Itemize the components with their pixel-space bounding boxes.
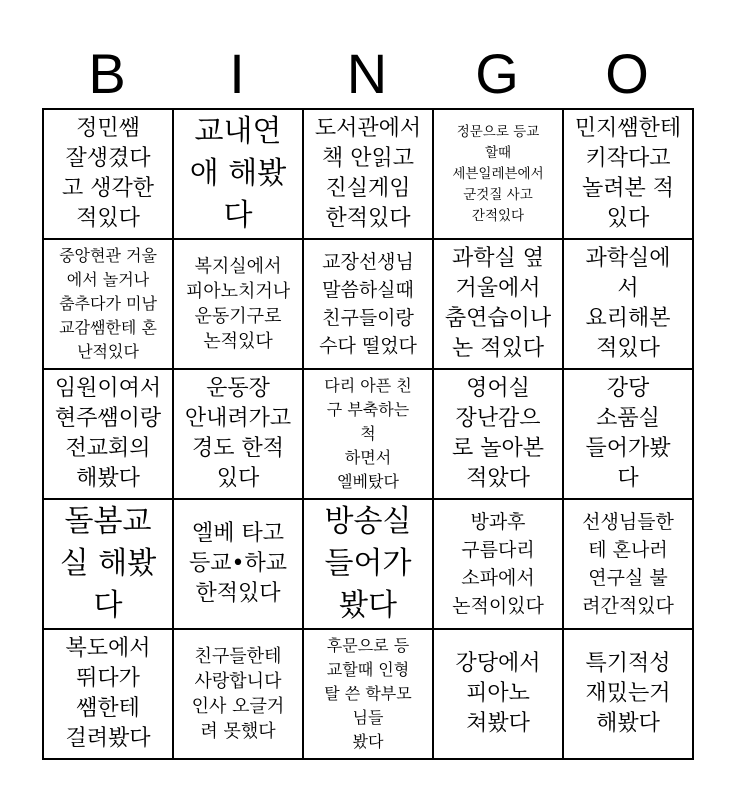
bingo-cell-r4-c5[interactable]: 선생님들한 테 혼나러 연구실 불 려간적있다 [564, 500, 694, 630]
bingo-cell-r1-c2[interactable]: 교내연 애 해봤 다 [174, 110, 304, 240]
bingo-cell-r2-c3[interactable]: 교장선생님 말씀하실때 친구들이랑 수다 떨었다 [304, 240, 434, 370]
bingo-cell-r3-c2[interactable]: 운동장 안내려가고 경도 한적 있다 [174, 370, 304, 500]
bingo-cell-r2-c2[interactable]: 복지실에서 피아노치거나 운동기구로 논적있다 [174, 240, 304, 370]
bingo-cell-r4-c3[interactable]: 방송실 들어가 봤다 [304, 500, 434, 630]
header-letter-n: N [346, 42, 388, 105]
bingo-cell-r5-c2[interactable]: 친구들한테 사랑합니다 인사 오글거 려 못했다 [174, 630, 304, 760]
bingo-cell-r1-c4[interactable]: 정문으로 등교 할때 세븐일레븐에서 군것질 사고 간적있다 [434, 110, 564, 240]
bingo-cell-r5-c5[interactable]: 특기적성 재밌는거 해봤다 [564, 630, 694, 760]
bingo-cell-r2-c4[interactable]: 과학실 옆 거울에서 춤연습이나 논 적있다 [434, 240, 564, 370]
bingo-cell-r4-c4[interactable]: 방과후 구름다리 소파에서 논적이있다 [434, 500, 564, 630]
bingo-cell-r2-c1[interactable]: 중앙현관 거울 에서 놀거나 춤추다가 미남 교감쌤한테 혼 난적있다 [44, 240, 174, 370]
header-letter-o: O [605, 42, 649, 105]
bingo-header [42, 40, 692, 108]
bingo-cell-r5-c3[interactable]: 후문으로 등 교할때 인형 탈 쓴 학부모 님들 봤다 [304, 630, 434, 760]
bingo-cell-r1-c5[interactable]: 민지쌤한테 키작다고 놀려본 적 있다 [564, 110, 694, 240]
header-letter-b: B [88, 42, 126, 105]
bingo-board [42, 108, 694, 760]
bingo-cell-r3-c3[interactable]: 다리 아픈 친 구 부축하는 척 하면서 엘베탔다 [304, 370, 434, 500]
bingo-cell-r1-c3[interactable]: 도서관에서 책 안읽고 진실게임 한적있다 [304, 110, 434, 240]
bingo-cell-r4-c2[interactable]: 엘베 타고 등교•하교 한적있다 [174, 500, 304, 630]
bingo-cell-r5-c1[interactable]: 복도에서 뛰다가 쌤한테 걸려봤다 [44, 630, 174, 760]
header-letter-g: G [475, 42, 519, 105]
bingo-cell-r3-c5[interactable]: 강당 소품실 들어가봤 다 [564, 370, 694, 500]
bingo-cell-r5-c4[interactable]: 강당에서 피아노 쳐봤다 [434, 630, 564, 760]
bingo-cell-r3-c4[interactable]: 영어실 장난감으 로 놀아본 적았다 [434, 370, 564, 500]
bingo-cell-r3-c1[interactable]: 임원이여서 현주쌤이랑 전교회의 해봤다 [44, 370, 174, 500]
header-letter-i: I [229, 42, 245, 105]
bingo-cell-r1-c1[interactable]: 정민쌤 잘생겼다 고 생각한 적있다 [44, 110, 174, 240]
bingo-cell-r2-c5[interactable]: 과학실에 서 요리해본 적있다 [564, 240, 694, 370]
bingo-cell-r4-c1[interactable]: 돌봄교 실 해봤 다 [44, 500, 174, 630]
